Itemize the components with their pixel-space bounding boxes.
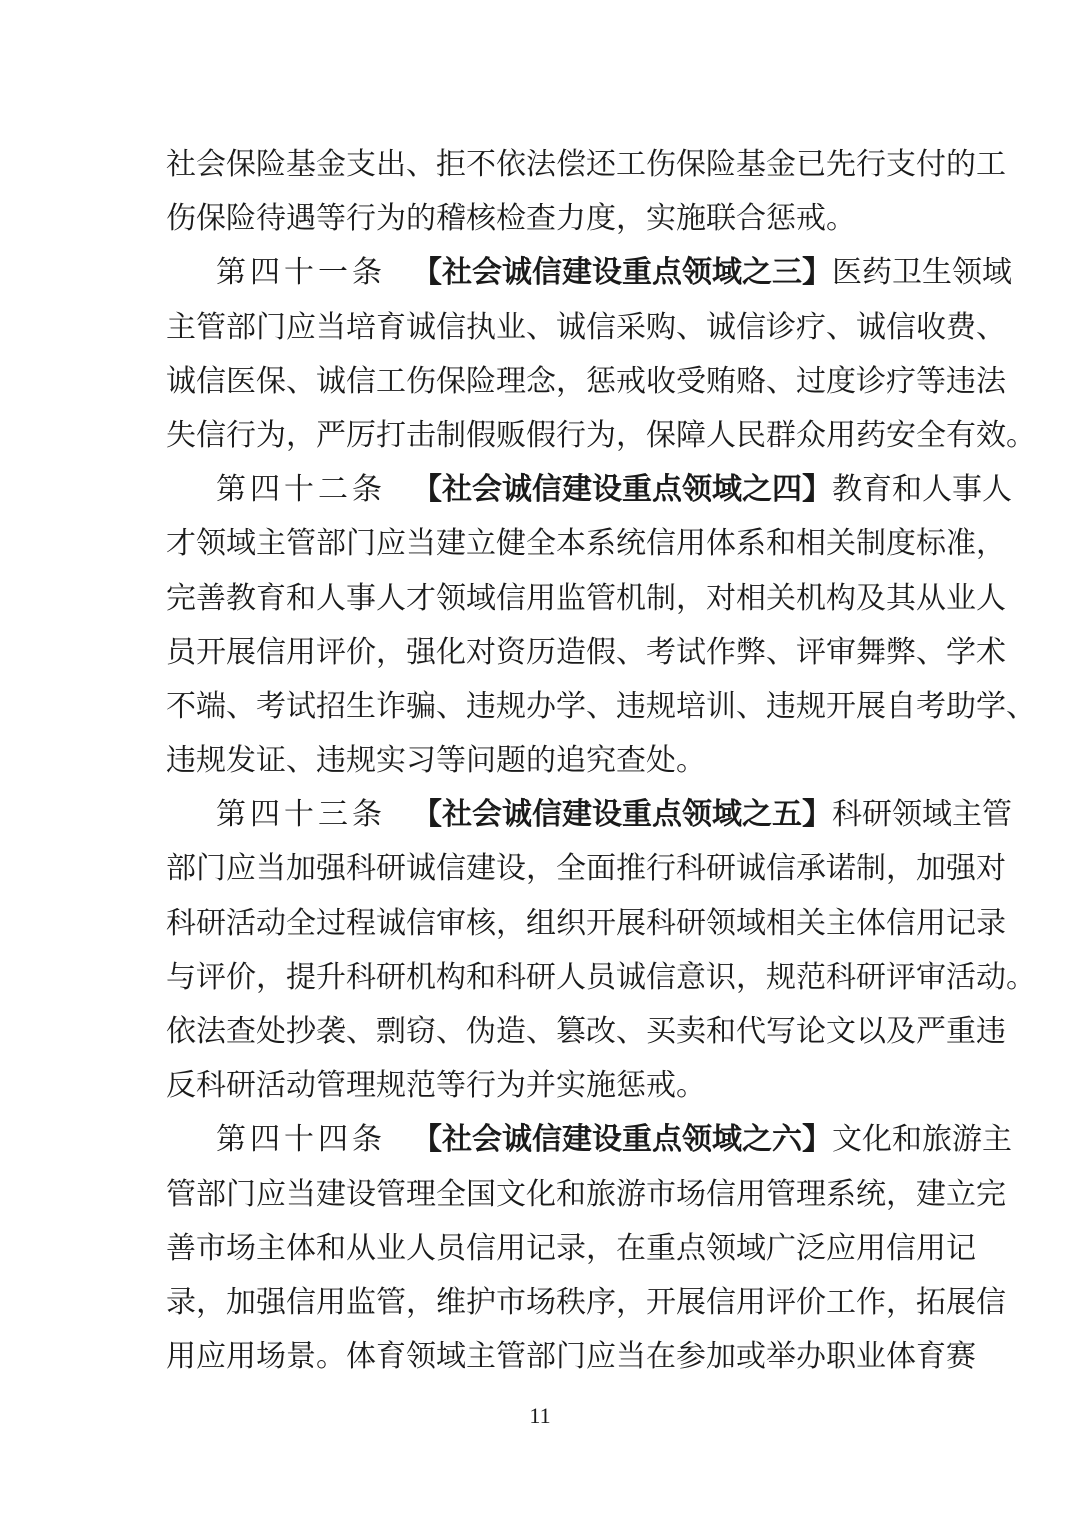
text-line: 科 研 活 动 全 过 程 诚 信 审 核 ， 组 织 开 展 科 研 领 域 相 关 主 体 信 用 记 录 <box>166 905 1006 941</box>
text-line: 社 会 保 险 基 金 支 出 、 拒 不 依 法 偿 还 工 伤 保 险 基 金 已 先 行 支 付 的 工 <box>166 147 1006 182</box>
article-text: 科研领域主管 <box>832 797 1012 833</box>
article-number: 第四十四条 <box>216 1122 386 1158</box>
article-title: 【社会诚信建设重点领域之四】 <box>412 472 832 508</box>
text-line: 伤保险待遇等行为的稽核检查力度，实施联合惩戒。 <box>166 201 856 237</box>
text-line: 才 领 域 主 管 部 门 应 当 建 立 健 全 本 系 统 信 用 体 系 和 相 关 制 度 标 准 ， <box>166 526 1006 562</box>
text-line: 不 端 、 考 试 招 生 诈 骗 、 违 规 办 学 、 违 规 培 训 、 违 规 开 展 自 考 助 学 、 <box>166 688 1036 724</box>
article-text: 教育和人事人 <box>832 472 1012 508</box>
article-heading <box>166 246 1012 300</box>
article-title: 【社会诚信建设重点领域之五】 <box>412 797 832 833</box>
text-line: 用 应 用 场 景 。 体 育 领 域 主 管 部 门 应 当 在 参 加 或 举 办 职 业 体 育 赛 <box>166 1339 976 1375</box>
text-line: 部 门 应 当 加 强 科 研 诚 信 建 设 ， 全 面 推 行 科 研 诚 信 承 诺 制 ， 加 强 对 <box>166 851 1006 887</box>
text-line: 依 法 查 处 抄 袭 、 剽 窃 、 伪 造 、 篡 改 、 买 卖 和 代 写 论 文 以 及 严 重 违 <box>166 1014 1006 1049</box>
page-number: 11 <box>529 1403 551 1428</box>
text-line: 善 市 场 主 体 和 从 业 人 员 信 用 记 录 ， 在 重 点 领 域 广 泛 应 用 信 用 记 <box>166 1230 976 1266</box>
text-line: 诚 信 医 保 、 诚 信 工 伤 保 险 理 念 ， 惩 戒 收 受 贿 赂 、 过 度 诊 疗 等 违 法 <box>166 363 1006 399</box>
text-line: 主 管 部 门 应 当 培 育 诚 信 执 业 、 诚 信 采 购 、 诚 信 诊 疗 、 诚 信 收 费 、 <box>166 309 1006 345</box>
text-line: 录 ， 加 强 信 用 监 管 ， 维 护 市 场 秩 序 ， 开 展 信 用 评 价 工 作 ， 拓 展 信 <box>166 1284 1006 1320</box>
article-text: 文化和旅游主 <box>832 1122 1012 1158</box>
article-number: 第四十二条 <box>216 472 386 508</box>
article-number: 第四十一条 <box>216 255 386 291</box>
text-line: 员 开 展 信 用 评 价 ， 强 化 对 资 历 造 假 、 考 试 作 弊 、 评 审 舞 弊 、 学 术 <box>166 634 1006 670</box>
text-line: 违规发证、违规实习等问题的追究查处。 <box>166 743 706 779</box>
text-line: 与 评 价 ， 提 升 科 研 机 构 和 科 研 人 员 诚 信 意 识 ， 规 范 科 研 评 审 活 动 。 <box>166 959 1036 995</box>
article-heading <box>166 788 1012 842</box>
article-heading <box>166 1113 1012 1167</box>
article-heading <box>166 463 1012 517</box>
text-line: 管 部 门 应 当 建 设 管 理 全 国 文 化 和 旅 游 市 场 信 用 管 理 系 统 ， 建 立 完 <box>166 1176 1006 1212</box>
article-title: 【社会诚信建设重点领域之三】 <box>412 255 832 291</box>
article-number: 第四十三条 <box>216 797 386 833</box>
text-line: 反科研活动管理规范等行为并实施惩戒。 <box>166 1068 706 1104</box>
article-title: 【社会诚信建设重点领域之六】 <box>412 1122 832 1158</box>
body-text <box>166 138 1036 1384</box>
text-line: 完 善 教 育 和 人 事 人 才 领 域 信 用 监 管 机 制 ， 对 相 关 机 构 及 其 从 业 人 <box>166 580 1006 616</box>
text-line: 失 信 行 为 ， 严 厉 打 击 制 假 贩 假 行 为 ， 保 障 人 民 群 众 用 药 安 全 有 效 。 <box>166 417 1036 453</box>
article-text: 医药卫生领域 <box>832 255 1012 291</box>
